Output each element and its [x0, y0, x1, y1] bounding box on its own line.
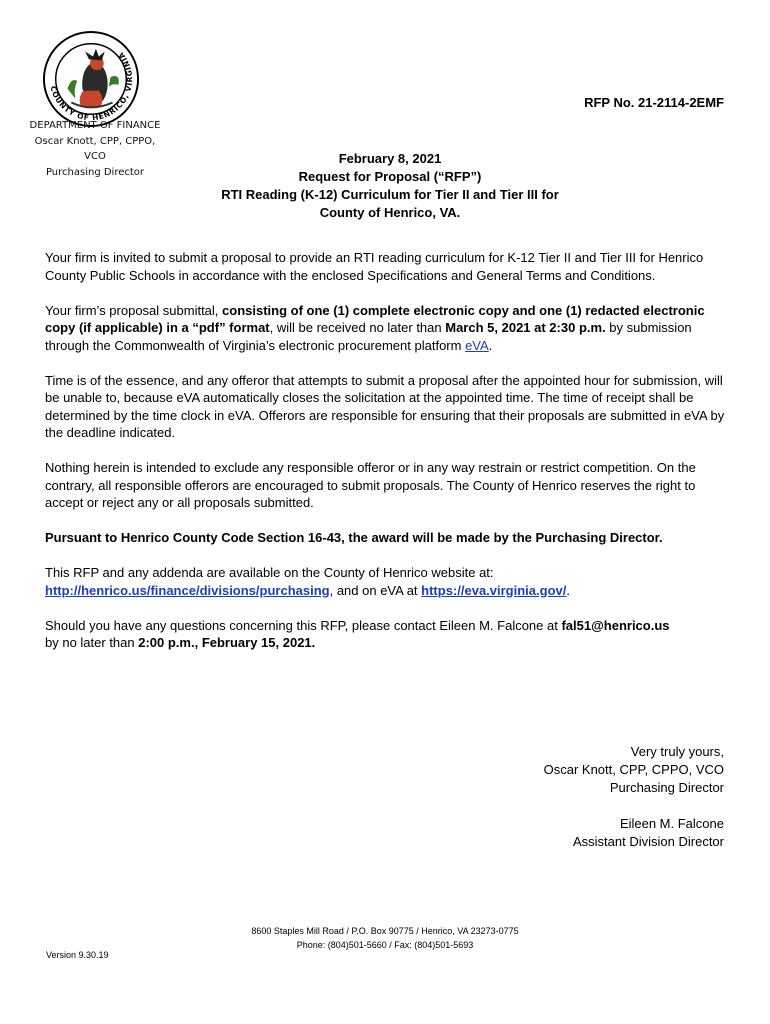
heading-line1: Request for Proposal (“RFP”) — [298, 169, 482, 184]
p6-text-b: , and on eVA at — [329, 582, 422, 598]
heading-line3: County of Henrico, VA. — [319, 205, 461, 220]
footer-contact — [180, 924, 590, 952]
purchasing-website-link[interactable]: http://henrico.us/finance/divisions/purchasing — [45, 582, 330, 598]
award-statement: Pursuant to Henrico County Code Section 16-43, the award will be made by the Purchasing Director. — [45, 530, 663, 545]
salutation: Very truly yours, — [630, 744, 724, 759]
paragraph-award — [45, 529, 730, 547]
eva-link[interactable]: eVA — [465, 337, 489, 353]
department-name: DEPARTMENT OF FINANCE — [29, 120, 161, 131]
signer-title: Purchasing Director — [45, 166, 145, 178]
department-block — [28, 118, 162, 180]
county-seal-logo — [42, 30, 140, 128]
paragraph-questions — [45, 617, 730, 652]
signer-name-1: Oscar Knott, CPP, CPPO, VCO — [543, 762, 724, 777]
version-label: Version 9.30.19 — [46, 950, 109, 960]
paragraph-availability — [45, 564, 730, 599]
contact-email: fal51@henrico.us — [561, 617, 670, 633]
paragraph-invitation: Your firm is invited to submit a proposal to provide an RTI reading curriculum for K-12 Tier II and Tier III for Henrico County Public Schools in accordance with the enclosed Specifications and General Terms and Conditions. — [45, 250, 704, 283]
p2-text-e: by submission through the Commonwealth of Virginia’s electronic procurement platform — [45, 320, 692, 353]
seal-text: COUNTY OF HENRICO, VIRGINIA — [48, 49, 135, 123]
closing-signature — [544, 743, 724, 851]
footer-phone: Phone: (804)501-5660 / Fax: (804)501-5693 — [296, 940, 474, 950]
paragraph-submittal — [45, 302, 730, 355]
paragraph-time-essence: Time is of the essence, and any offeror that attempts to submit a proposal after the appointed hour for submission, will be unable to, because eVA automatically closes the solicitation at the appointed time. The time of receipt shall be determined by the time clock in eVA. Offerors are responsible for ensuring that their proposals are submitted in eVA by the deadline indicated. — [45, 372, 725, 440]
signer-name-2: Eileen M. Falcone — [619, 816, 724, 831]
heading-line2: RTI Reading (K-12) Curriculum for Tier II and Tier III for — [221, 187, 559, 202]
document-heading — [200, 150, 580, 222]
p2-text-c: , will be received no later than — [269, 320, 446, 335]
signer-credentials: Oscar Knott, CPP, CPPO, VCO — [34, 135, 156, 162]
p2-bold-copy-requirement: consisting of one (1) complete electronic copy and one (1) redacted electronic copy (if applicable) in a “pdf” format — [45, 302, 705, 335]
questions-deadline: 2:00 p.m., February 15, 2021. — [138, 635, 316, 650]
letter-body — [45, 249, 730, 669]
p6-text-a: This RFP and any addenda are available on the County of Henrico website at: — [45, 565, 494, 580]
p2-text-f: . — [488, 337, 493, 353]
footer-address: 8600 Staples Mill Road / P.O. Box 90775 / Henrico, VA 23273-0775 — [251, 926, 519, 936]
signer-title-1: Purchasing Director — [609, 780, 724, 795]
p7-text-b: by no later than — [45, 635, 139, 650]
p7-text-a: Should you have any questions concerning this RFP, please contact Eileen M. Falcone at — [45, 617, 562, 633]
p2-deadline: March 5, 2021 at 2:30 p.m. — [445, 320, 606, 335]
eva-website-link[interactable]: https://eva.virginia.gov/ — [421, 582, 567, 598]
rfp-number: RFP No. 21-2114-2EMF — [584, 95, 724, 110]
p6-text-c: . — [566, 582, 570, 598]
p2-text-a: Your firm’s proposal submittal, — [45, 302, 223, 318]
heading-date: February 8, 2021 — [338, 151, 442, 166]
signer-title-2: Assistant Division Director — [573, 834, 724, 849]
paragraph-competition: Nothing herein is intended to exclude any responsible offeror or in any way restrain or restrict competition. On the contrary, all responsible offerors are encouraged to submit proposals. The County of Henrico reserves the right to accept or reject any or all proposals submitted. — [45, 460, 696, 510]
